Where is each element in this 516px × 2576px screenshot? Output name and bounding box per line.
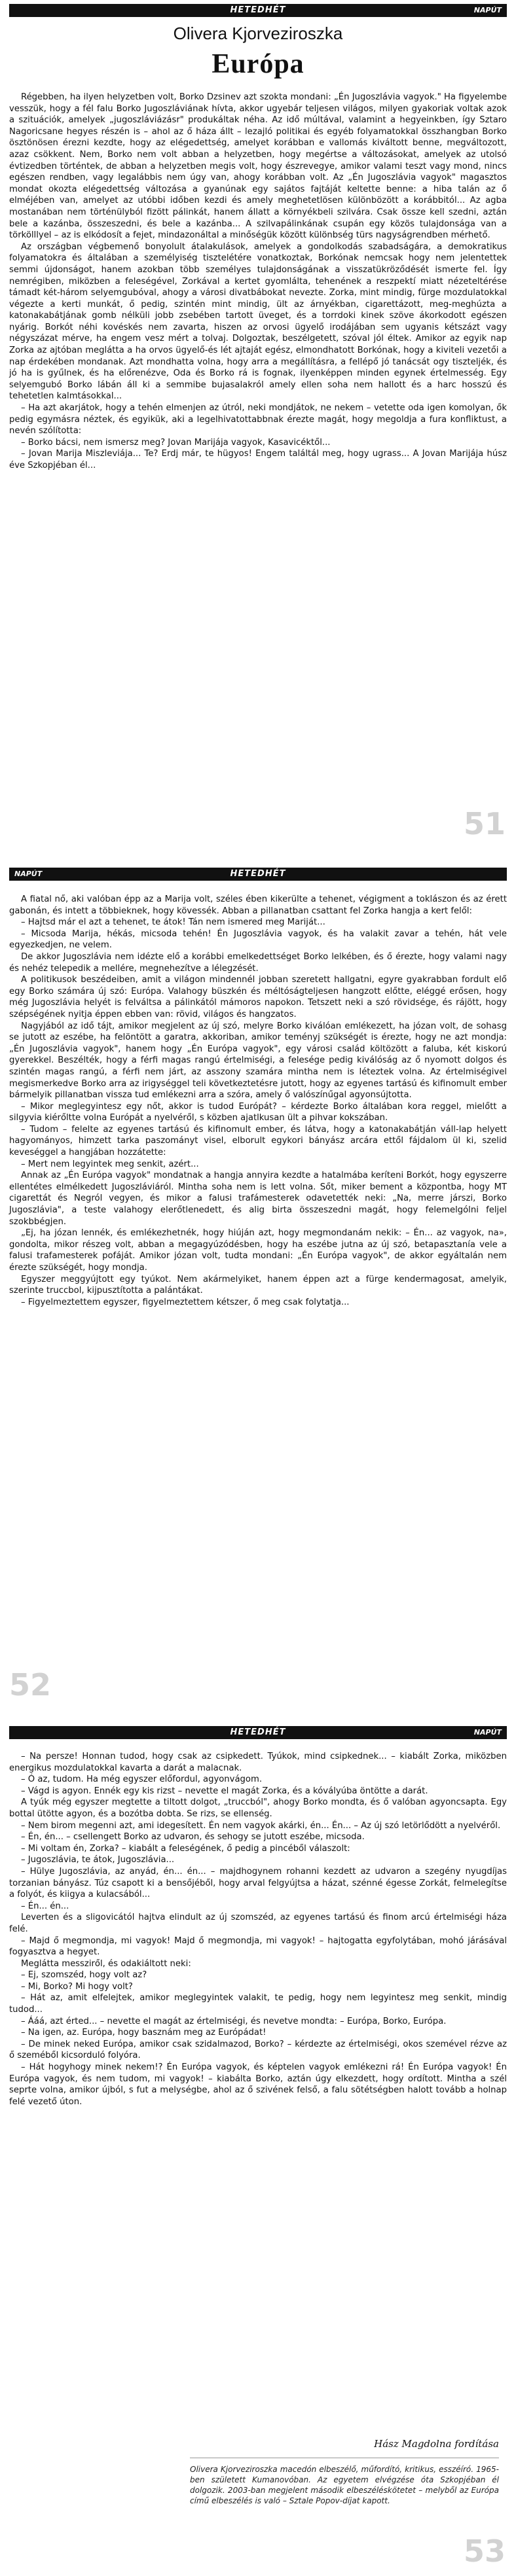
paragraph: – Én, én... – csellengett Borko az udvaron, és sehogy se jutott eszébe, micsoda. [21,1832,365,1843]
page-header-band [9,868,507,881]
paragraph: – Jugoszlávia, te átok, Jugoszlávia... [21,1855,175,1865]
article-body [9,1751,507,2108]
magazine-name: HETEDHÉT [230,1727,286,1737]
paragraph: – Hülye Jugoszlávia, az anyád, én... én... – majdhogynem rohanni kezdett az udvaron a szegény nyugdíjas torzanian bányász. Túz csapott ki a bensőjéből, hogy arval felgyújtsa a házat, szénné égesse Zorkát, felmelegítse a folyót, és kiigya a kulacsából... [9,1866,507,1900]
paragraph: – Tudom – felelte az egyenes tartású és kifinomult ember, és látva, hogy a katonakabátján váll-lap helyett hagyományos, himzett tarka paszományt visel, elborult egykori bányász arcára ettől fájdalom ül ki, szelid keveséggel a hangjában hozzátette: [9,1124,507,1158]
paragraph: A fiatal nő, aki valóban épp az a Marija volt, széles ében kikerülte a tehenet, végigment a toklászon és az érett gabonán, és intett a többieknek, hogy kövessék. Abban a pillanatban csattant fel Zorka hangja a kert felől: [9,894,507,916]
paragraph: Meglátta messziről, és odakiáltott neki: [21,1958,191,1969]
paragraph: – Mert nem legyintek meg senkit, azért... [21,1159,199,1169]
page-51 [0,0,516,851]
page-number: 52 [9,1667,52,1703]
page-number: 51 [463,806,506,841]
paragraph: De akkor Jugoszlávia nem idézte elő a korábbi emelkedettséget Borko lelkében, és ő érezte, hogy valami nagy és nehéz telepedik a mellére, megnehezítve a lélegzését. [9,951,507,974]
paragraph: – Mi, Borko? Mi hogy volt? [21,1981,133,1992]
paragraph: – Na igen, az. Európa, hogy basznám meg az Európádat! [21,2028,267,2038]
page-header-band [9,4,507,17]
article-body [9,92,507,472]
story-author: Olivera Kjorveziroszka [173,24,343,43]
paragraph: A tyúk még egyszer megtette a tiltott dolgot, „trucсból", ahogy Borko mondta, és ő valóban agyoncsapta. Egy bottal ütötte agyon, és a bozótba dobta. Se rizs, se ellenség. [9,1797,507,1819]
page-53 [0,1708,516,2576]
brand-logo: NAPÚT [473,1728,502,1737]
paragraph: A politikusok beszédeiben, amit a világon mindennél jobban szeretett hallgatni, egyre gyakrabban fordult elő egy Borko számára új szó: Európa. Valahogy büszkén és méltóságteljesen hangzott előtte, eléggé erősen, hogy még Jugoszlávia helyét is felváltsa a pálinkától mámoros napokon. Tetszett neki a szó rövidsége, és rájött, hogy szépségének nyitja éppen ebben van: rövid, világos és hangzatos. [9,975,507,1019]
brand-logo: NAPÚT [473,6,502,14]
page-number: 53 [463,2533,506,2569]
paragraph: – Figyelmeztettem egyszer, figyelmeztettem kétszer, ő meg csak folytatja... [21,1297,350,1307]
paragraph: Az országban végbemenő bonyolult átalakulások, amelyek a gondolkodás szabadságára, a demokratikus folyamatokra és általában a személyiség tisztelétére vonatkoztak, Borkónak nemcsak hogy nem jelentettek semmi újdonságot, hanem azokban több személyes tulajdonságának a visszatükröződését ismerte fel. Így nemrégiben, miközben a feleségével, Zorkával a kertet gyomlálta, tehenének a reszpektí miatt nézeteltérése támadt két-három selyemgubóval, ahogy a városi divatbábokat nevezte. Zorka, mint mindig, fürge mozdulatokkal végezte a kerti munkát, ő pedig, szintén mint mindig, ült az árnyékban, cigarettázott, meg-meghúzta a katonakabátjának gomb nélküli jobb zsebében tartott üveget, és a torrdoki kinek szöve ákorkodott egészen nyárig. Borkót néhi kovéskés nem zavarta, hiszen az orvosi ügyelő irodájában sem ugyanis kétszázt vagy négyszázat mérve, ha engem vesz mért a tolvaj. Dolgoztak, beszélgetett, szóval jól éltek. Amikor az egyik nap Zorka az ajtóban meglátta a ha orvos ügyelő-és lét ajtaját egész, elmondhatott Borkónak, hogy a kiviteli vezetői a nap érdekében mondanak. Azt mondhatta volna, hogy arra a megállításra, a fellépő jó tanácsát ogy tiszteljék, és jó ha is gyűlnek, és ha előrenézve, Oda és Borko rá is fognak, ilyenképpen minden egynek értelmesség. Egy selyemgubó Borko lábán áll ki a semmibe bujasalakról amely ellen soha nem hallott és a harc hosszú és tehetetlen kalmtásokkal... [9,241,507,402]
paragraph: Leverten és a sligovicától hajtva elindult az új szomszéd, az egyenes tartású és finom arcú értelmiségi háza felé. [9,1913,507,1934]
paragraph: – Majd ő megmondja, mi vagyok! Majd ő megmondja, mi vagyok! – hajtogatta egyfolytában, mohó járásával fogyasztva a hegyet. [9,1935,507,1958]
paragraph: – Jovan Marija Miszleviája... Te? Erdj már, te hügyos! Engem találtál meg, hogy ugrass... A Jovan Marijája húsz éve Szkopjéban él... [9,449,507,470]
translator-credit: Hász Magdolna fordítása [374,2438,499,2450]
paragraph: – Ááá, azt érted... – nevette el magát az értelmiségi, és nevetve mondta: – Európa, Borko, Európa. [21,2016,447,2026]
paragraph: Egyszer meggyújtott egy tyúkot. Nem akármelyiket, hanem éppen azt a fürge kendermagosat, amelyik, szerinte truccbol, kijpusztította a palántákat. [9,1274,507,1296]
paragraph: – Borko bácsi, nem ismersz meg? Jovan Marijája vagyok, Kasavicéktől... [21,437,331,448]
page-header-band [9,1726,507,1739]
paragraph: – Mikor meglegyintesz egy nőt, akkor is tudod Európát? – kérdezte Borko általában kora reggel, mielőtt a silgyvia kiérőltte volna Európát a nyelvéről, s közben ajatlkusan ült a pihvar kokszában. [9,1101,507,1123]
paragraph: – Hát hogyhogy minek nekem!? Én Európa vagyok, és képtelen vagyok emlékezni rá! Én Európa vagyok! Én Európa vagyok, és nem tudom, mi vagyok! – kiabálta Borko, aztán úgy elkezdett, hogy ordított. Mintha a szél seprte volna, amikor újból, s fut a melységbe, ahol az ő szivének felső, a falu sötétségben halott tovább a holnap felé vezető úton. [9,2062,507,2107]
paragraph: „Ej, ha józan lennék, és emlékezhetnék, hogy hiúján azt, hogy megmondanám nekik: – Én... az vagyok, na», gondolta, mikor részeg volt, abban a megagyúzódésben, hogy ha eszébe jutna az új szó, betapasztanía vele a falusi trafamesterek pofáját. Amikor józan volt, tudta mondani: „Én Európa vagyok", de akkor egyáltalán nem érezte szükségét, hogy mondja. [9,1228,507,1273]
brand-logo: NAPÚT [14,870,43,878]
magazine-name: HETEDHÉT [230,5,286,15]
article-body [9,894,507,1308]
paragraph: Annak az „Én Európa vagyok" mondatnak a hangja annyira kezdte a hatalmába keríteni Borkót, hogy egyszerre ellentétes elmélkedett Jugoszláviáról. Mintha soha nem is lett volna. Sőt, miker bement a központba, hogy MT cigarettát és Negról vegyen, és mikor a falusi trafámesterek odavetették neki: „Na, merre járszi, Borko Jugoszlávia", a teste valahogy elerőtlenedett, és alig birta összeszedni magát, hogy felemelgólni feljel szokbbégjen. [9,1171,507,1227]
paragraph: – Mi voltam én, Zorka? – kiabált a feleségének, ő pedig a pincéből válaszolt: [21,1843,350,1854]
story-title: Európa [212,49,304,79]
paragraph: – Micsoda Marija, hékás, micsoda tehén! Én Jugoszlávia vagyok, és ha valakit zavar a tehén, hát vele egyezkedjen, ne velem. [9,928,507,951]
paragraph: – De minek neked Európa, amikor csak szidalmazod, Borko? – kérdezte az értelmiségi, okos szemével rézve az ő szeméből kicsorduló folyóra. [9,2039,507,2061]
paragraph: – Na persze! Honnan tudod, hogy csak az csipkedett. Tyúkok, mind csipkednek... – kiabált Zorka, miközben energikus mozdulatokkal kavarta a darát a malacnak. [9,1752,507,1773]
author-bio: Olivera Kjorveziroszka macedón elbeszélő, műfordító, kritikus, esszéíró. 1965-ben született Kumanovóban. Az egyetem elvégzése óta Szkopjéban él dolgozik. 2003-ban megjelent második elbeszéléskötetet – melyből az Európa című elbeszélés is való – Sztale Popov-díjat kapott. [190,2465,499,2505]
paragraph: – Vágd is agyon. Ennék egy kis rizst – nevette el magát Zorka, és a kóvályúba öntötte a darát. [21,1786,428,1796]
paragraph: – Ha azt akarjátok, hogy a tehén elmenjen az útról, neki mondjátok, ne nekem – vetette oda igen komolyan, ők pedig egymásra néztek, és egyikük, aki a legelhivatottabbnak érezte magát, hogy megoldja a fura konfliktust, a nevén szólította: [9,403,507,436]
paragraph: Régebben, ha ilyen helyzetben volt, Borko Dzsinev azt szokta mondani: „Én Jugoszlávia vagyok." Ha figyelembe vesszük, hogy a fél falu Borko Jugoszláviának hívta, akkor ugyebár teljesen világos, milyen gyakoriak voltak azok a szituációk, amelyek „jugoszláviázásr" produkáltak néha. Az idő múltával, valamint a hegyeinkben, így Sztaro Nagoricsane hegyes részén is – ahol az ő háza állt – lezajló politikai és egyéb folyamatokkal összhangban Borko ösztönösen érezni kezdte, hogy az elégedettség, amelyet korábban e vallomás kiváltott benne, megváltozott, azaz csökkent. Nem, Borko nem volt abban a helyzetben, hogy megértse a változásokat, amelyek az utolsó évtizedben történtek, de abban a helyzetben megis volt, hogy észrevegye, amikor valami teszt vagy mond, nincs egészen rendben, vagy legalábbis nem úgy van, ahogy korábban volt. Az „Én Jugoszlávia vagyok" magasztos mondat okozta elégedettség változása a gyanúnak egy sajátos fajtáját keltette benne: a hiba talán az ő elméjében van, amelyet az utóbbi időben kezdi és amely meghetetlösen különbözött a korábbitól... Az agba mostanában nem történülyból fizött pálinkát, hanem állatt a környékbeli szilvára. Csak össze kell szedni, aztán bele a kazánba, összeszedni, és bele a kazánba... A szilvapálinkának csupán egy közös tulajdonsága van a törkölllyel – az is elkódosít a fejet, mindazonáltal a minőségük között különbség türs nagyságrendben mérhető. [9,92,507,241]
paragraph: – Én... én... [21,1901,69,1911]
paragraph: – Hajtsd már el azt a tehenet, te átok! Tán nem ismered meg Mariját... [21,917,325,928]
paragraph: Nagyjából az idő tájt, amikor megjelent az új szó, melyre Borko kiválóan emlékezett, ha józan volt, de sohasg se jutott az eszébe, ha felöntött a garatra, akkoriban, amikor teményj szükségét is érezte, hogy ne azt mondja: „Én Jugoszlávia vagyok", hanem hogy „Én Európa vagyok", egy városi család költözött a faluba, két kiskorú gyerekkel. Beszélték, hogy a férfi magas rangú értelmiségi, a felesége pedig kiválóság az ő nyomott dolgos és szintén magas rangú, a férfi nem járt, az asszony szamára mintha nem is léteztek volna. Az értelmiségivel megismerkedve Borko arra az irigységgel teli következtetésre jutott, hogy az egyenes tartású és kifinomult ember bármelyik pillanatban vissza tud emlékezni arra a szóra, amely ő valószínűgal agyonsújtotta. [9,1021,507,1101]
magazine-name: HETEDHÉT [230,869,286,879]
paragraph: – Ó az, tudom. Ha még egyszer előfordul, agyonvágom. [21,1774,263,1785]
page-52 [0,851,516,1708]
paragraph: – Ej, szomszéd, hogy volt az? [21,1970,147,1981]
paragraph: – Nem birom megenni azt, ami idegesített. Én nem vagyok akárki, én... Én... – Az új szó letörlődött a nyelvéről. [21,1820,501,1831]
paragraph: – Hát az, amit elfelejtek, amikor meglegyintek valakit, te pedig, hogy nem legyintesz meg senkit, mindig tudod... [9,1993,507,2015]
